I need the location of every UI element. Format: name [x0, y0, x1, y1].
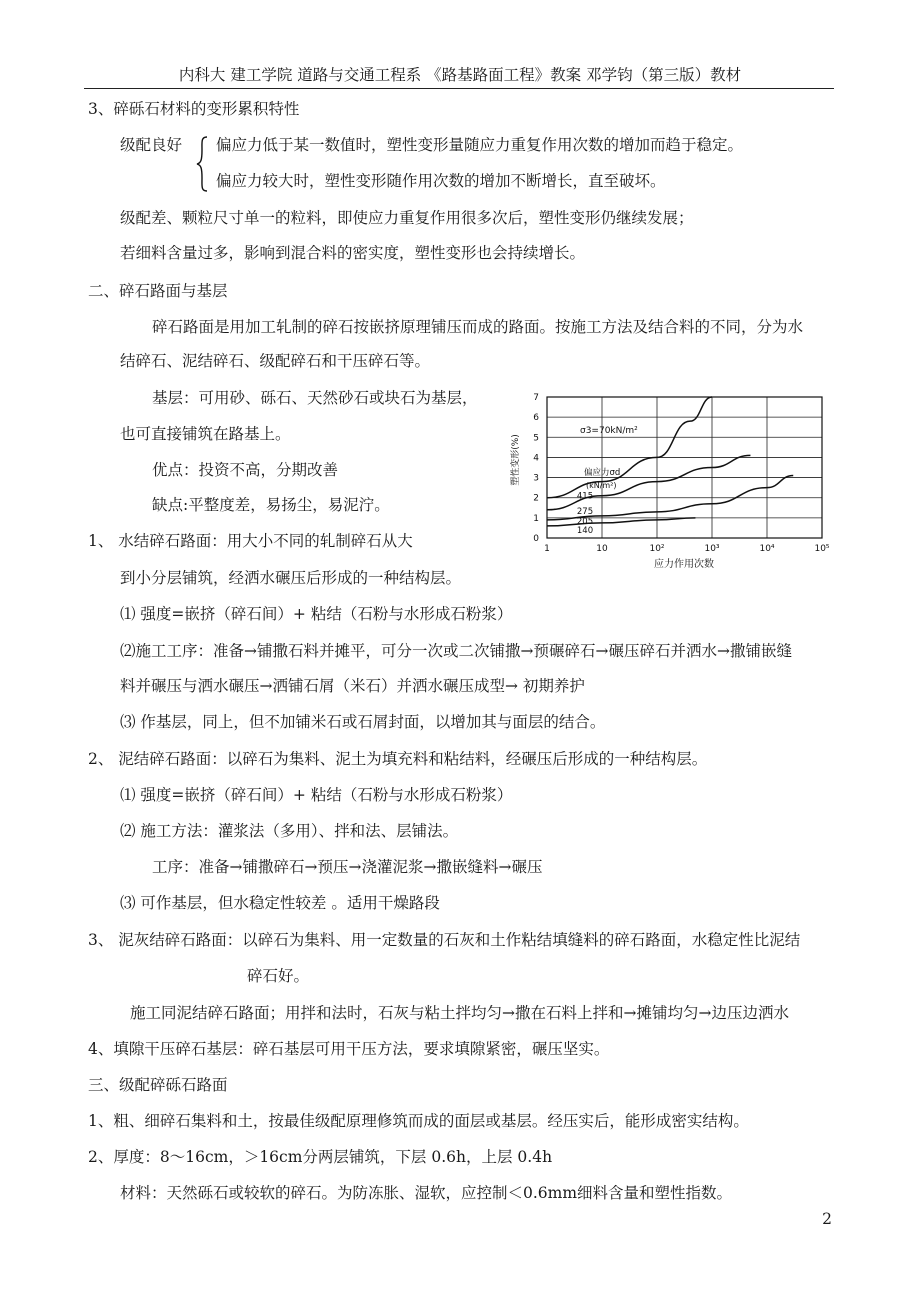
legend-title: 偏应力σd — [584, 468, 621, 478]
brace-label: 级配良好 — [120, 136, 183, 154]
lime-soil-line-2: 碎石好。 — [247, 967, 310, 985]
intro-line-2: 结碎石、泥结碎石、级配碎石和干压碎石等。 — [120, 352, 431, 370]
brace-line-1: 偏应力低于某一数值时，塑性变形量随应力重复作用次数的增加而趋于稳定。 — [216, 136, 744, 154]
x-tick-label: 10³ — [704, 544, 720, 554]
header-rule — [84, 88, 834, 89]
y-tick-label: 4 — [533, 453, 539, 464]
base-line-2: 也可直接铺筑在路基上。 — [120, 425, 291, 443]
y-tick-label: 0 — [533, 534, 539, 544]
series-line-415 — [547, 397, 712, 498]
series-label-415: 415 — [576, 491, 594, 502]
x-tick-label: 10⁴ — [759, 544, 775, 554]
mb-base: ⑶ 可作基层，但水稳定性较差 。适用干燥路段 — [120, 894, 440, 912]
section-title-three: 三、级配碎砾石路面 — [88, 1076, 228, 1094]
series-label-275: 275 — [576, 506, 594, 517]
page-header: 内科大 建工学院 道路与交通工程系 《路基路面工程》教案 邓学钧（第三版）教材 — [178, 66, 742, 84]
graded-line-1: 1、粗、细碎石集料和土，按最佳级配原理修筑而成的面层或基层。经压实后，能形成密实结构。 — [88, 1112, 749, 1130]
graded-line-2: 2、厚度：8～16cm，＞16cm分两层铺筑，下层 0.6h，上层 0.4h — [88, 1148, 553, 1166]
wb-strength: ⑴ 强度=嵌挤（碎石间）+ 粘结（石粉与水形成石粉浆） — [120, 605, 513, 623]
water-bound-line-1: 1、 水结碎石路面：用大小不同的轧制碎石从大 — [88, 532, 413, 550]
mb-strength: ⑴ 强度=嵌挤（碎石间）+ 粘结（石粉与水形成石粉浆） — [120, 786, 513, 804]
x-tick-label: 1 — [544, 544, 550, 554]
water-bound-line-2: 到小分层铺筑，经洒水碾压后形成的一种结构层。 — [120, 569, 462, 587]
mb-process: 工序：准备→铺撒碎石→预压→浇灌泥浆→撒嵌缝料→碾压 — [152, 858, 543, 876]
base-line-1: 基层：可用砂、砾石、天然砂石或块石为基层， — [152, 389, 478, 407]
y-tick-label: 7 — [533, 393, 539, 403]
series-labels — [577, 492, 593, 536]
dry-pressed-text: 4、填隙干压碎石基层：碎石基层可用干压方法，要求填隙紧密，碾压坚实。 — [88, 1040, 610, 1058]
plastic-deformation-chart — [500, 385, 830, 577]
y-tick-label: 2 — [533, 493, 539, 504]
x-tick-label: 10 — [596, 544, 608, 554]
y-tick-label: 3 — [533, 473, 539, 484]
y-tick-label: 6 — [533, 413, 539, 424]
advantage-text: 优点：投资不高，分期改善 — [152, 461, 339, 479]
mb-method: ⑵ 施工方法：灌浆法（多用）、拌和法、层铺法。 — [120, 822, 459, 840]
lime-soil-line-1: 3、 泥灰结碎石路面：以碎石为集料、用一定数量的石灰和土作粘结填缝料的碎石路面，水稳定性比泥结 — [88, 931, 801, 949]
mud-bound-title: 2、 泥结碎石路面：以碎石为集料、泥土为填充料和粘结料，经碾压后形成的一种结构层。 — [88, 750, 708, 768]
paragraph-poor-grading: 级配差、颗粒尺寸单一的粒料，即使应力重复作用很多次后，塑性变形仍继续发展； — [120, 209, 694, 227]
sigma3-annotation: σ3=70kN/m² — [580, 426, 638, 436]
y-tick-label: 1 — [533, 513, 539, 524]
paragraph-fines: 若细料含量过多，影响到混合料的密实度，塑性变形也会持续增长。 — [120, 244, 586, 262]
page-number: 2 — [822, 1210, 832, 1228]
curly-brace-icon — [196, 136, 208, 192]
graded-line-3: 材料：天然砾石或较软的碎石。为防冻胀、湿软，应控制＜0.6mm细料含量和塑性指数。 — [120, 1184, 733, 1202]
x-tick-label: 10² — [649, 544, 665, 554]
lime-soil-line-3: 施工同泥结碎石路面；用拌和法时，石灰与粘土拌均匀→撒在石料上拌和→摊铺均匀→边压边洒水 — [130, 1004, 789, 1022]
legend-unit: (kN/m²) — [586, 481, 617, 490]
brace-line-2: 偏应力较大时，塑性变形随作用次数的增加不断增长，直至破坏。 — [216, 172, 666, 190]
series-label-205: 205 — [576, 516, 594, 527]
intro-line-1: 碎石路面是用加工轧制的碎石按嵌挤原理铺压而成的路面。按施工方法及结合料的不同，分为水 — [152, 318, 804, 336]
x-tick-label: 10⁵ — [814, 544, 830, 554]
y-tick-labels — [533, 393, 539, 544]
disadvantage-text: 缺点:平整度差，易扬尘，易泥泞。 — [152, 496, 390, 514]
x-axis-label: 应力作用次数 — [654, 559, 714, 570]
wb-process-line-2: 料并碾压与洒水碾压→洒铺石屑（米石）并洒水碾压成型→ 初期养护 — [120, 677, 585, 695]
x-tick-labels — [544, 544, 830, 554]
section-title-3: 3、碎砾石材料的变形累积特性 — [88, 100, 300, 118]
section-title-two: 二、碎石路面与基层 — [88, 282, 228, 300]
series-label-140: 140 — [576, 525, 594, 536]
y-axis-label: 塑性变形(%) — [511, 434, 521, 486]
y-tick-label: 5 — [533, 433, 539, 444]
wb-base: ⑶ 作基层，同上，但不加铺米石或石屑封面，以增加其与面层的结合。 — [120, 713, 606, 731]
wb-process-line-1: ⑵施工工序：准备→铺撒石料并摊平，可分一次或二次铺撒→预碾碎石→碾压碎石并洒水→撒铺嵌缝 — [120, 642, 792, 660]
